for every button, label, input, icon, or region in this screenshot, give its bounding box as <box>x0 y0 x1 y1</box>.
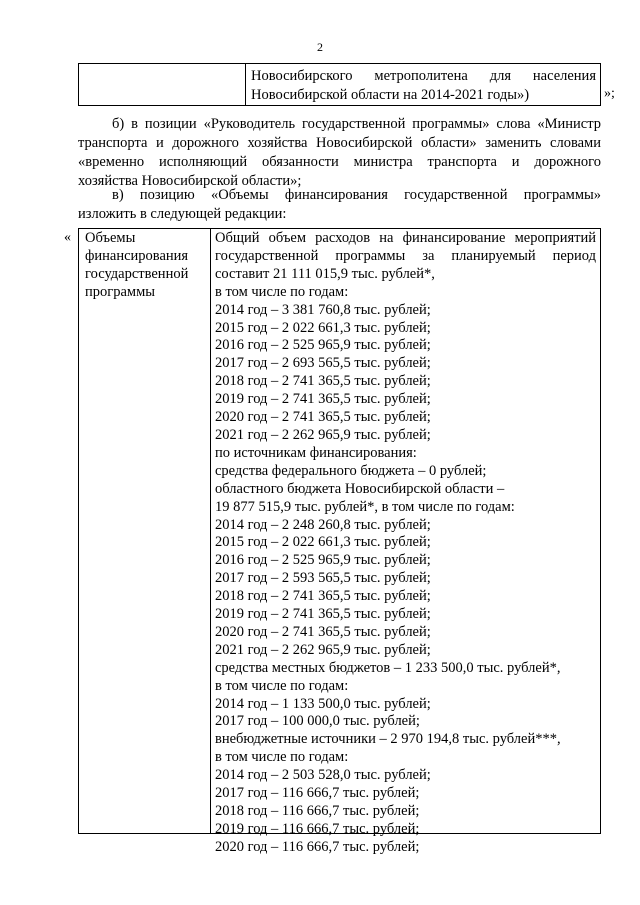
paragraph-line: в) позицию «Объемы финансирования государственной программы» <box>112 187 601 203</box>
financing-line: средства местных бюджетов – 1 233 500,0 тыс. рублей*, <box>215 659 561 676</box>
financing-table <box>78 228 601 855</box>
financing-line: 2014 год – 1 133 500,0 тыс. рублей; <box>215 695 431 712</box>
financing-line: 2015 год – 2 022 661,3 тыс. рублей; <box>215 534 431 551</box>
financing-line: 2014 год – 2 503 528,0 тыс. рублей; <box>215 767 431 784</box>
financing-line: 2016 год – 2 525 965,9 тыс. рублей; <box>215 552 431 569</box>
paragraph-line: «временно исполняющий обязанности министра транспорта и дорожного <box>78 154 601 170</box>
financing-line: 2014 год – 3 381 760,8 тыс. рублей; <box>215 301 431 318</box>
opening-quote: « <box>64 230 71 245</box>
financing-line: 2018 год – 116 666,7 тыс. рублей; <box>215 803 420 819</box>
top-table <box>78 63 601 106</box>
paragraph-line: хозяйства Новосибирской области»; <box>78 173 302 189</box>
financing-line: 2018 год – 2 741 365,5 тыс. рублей; <box>215 588 431 605</box>
financing-line: по источникам финансирования: <box>215 444 417 461</box>
paragraph-line: б) в позиции «Руководитель государственной программы» слова «Министр <box>112 116 601 132</box>
financing-line: 2020 год – 2 741 365,5 тыс. рублей; <box>215 623 431 640</box>
column-divider <box>245 64 246 105</box>
paragraph-line: транспорта и дорожного хозяйства Новосибирской области» заменить словами <box>78 135 601 151</box>
financing-line: 2017 год – 100 000,0 тыс. рублей; <box>215 713 420 730</box>
closing-quote: »; <box>604 86 615 101</box>
financing-label-cell <box>85 230 205 302</box>
financing-line: 2017 год – 116 666,7 тыс. рублей; <box>215 785 420 802</box>
label-line: Объемы <box>85 230 136 246</box>
financing-line: 2021 год – 2 262 965,9 тыс. рублей; <box>215 426 431 443</box>
financing-line: 2019 год – 2 741 365,5 тыс. рублей; <box>215 391 431 408</box>
financing-line: 2020 год – 2 741 365,5 тыс. рублей; <box>215 409 431 426</box>
financing-line: 2019 год – 116 666,7 тыс. рублей; <box>215 820 420 837</box>
financing-line: 2017 год – 2 693 565,5 тыс. рублей; <box>215 355 431 372</box>
financing-line: в том числе по годам: <box>215 677 349 694</box>
cell-line: Новосибирской области на 2014-2021 годы») <box>251 87 530 103</box>
financing-line: государственной программы за планируемый период <box>215 247 596 264</box>
cell-line: Новосибирского метрополитена для населения <box>251 68 596 84</box>
label-line: программы <box>85 283 155 300</box>
label-line: финансирования <box>85 247 189 264</box>
financing-line: 2021 год – 2 262 965,9 тыс. рублей; <box>215 641 431 658</box>
paragraph-line: изложить в следующей редакции: <box>78 206 287 222</box>
financing-line: 19 877 515,9 тыс. рублей*, в том числе по годам: <box>215 498 515 515</box>
financing-line: средства федерального бюджета – 0 рублей; <box>215 462 487 479</box>
financing-line: в том числе по годам: <box>215 283 349 300</box>
column-divider <box>210 229 211 833</box>
financing-line: Общий объем расходов на финансирование мероприятий <box>215 230 596 246</box>
financing-line: 2014 год – 2 248 260,8 тыс. рублей; <box>215 516 431 533</box>
financing-line: 2016 год – 2 525 965,9 тыс. рублей; <box>215 337 431 354</box>
financing-line: 2020 год – 116 666,7 тыс. рублей; <box>215 838 420 855</box>
page-number: 2 <box>317 40 323 54</box>
financing-line: областного бюджета Новосибирской области – <box>215 480 505 497</box>
financing-line: 2017 год – 2 593 565,5 тыс. рублей; <box>215 570 431 587</box>
paragraph-v <box>78 186 601 224</box>
financing-details-cell <box>215 230 596 857</box>
financing-line: внебюджетные источники – 2 970 194,8 тыс. рублей***, <box>215 731 561 748</box>
financing-line: 2018 год – 2 741 365,5 тыс. рублей; <box>215 373 431 390</box>
paragraph-b <box>78 115 601 191</box>
financing-line: 2019 год – 2 741 365,5 тыс. рублей; <box>215 606 431 623</box>
program-name-cell <box>251 67 596 105</box>
financing-line: в том числе по годам: <box>215 749 349 766</box>
label-line: государственной <box>85 265 189 282</box>
financing-line: 2015 год – 2 022 661,3 тыс. рублей; <box>215 319 431 336</box>
financing-line: составит 21 111 015,9 тыс. рублей*, <box>215 265 435 282</box>
